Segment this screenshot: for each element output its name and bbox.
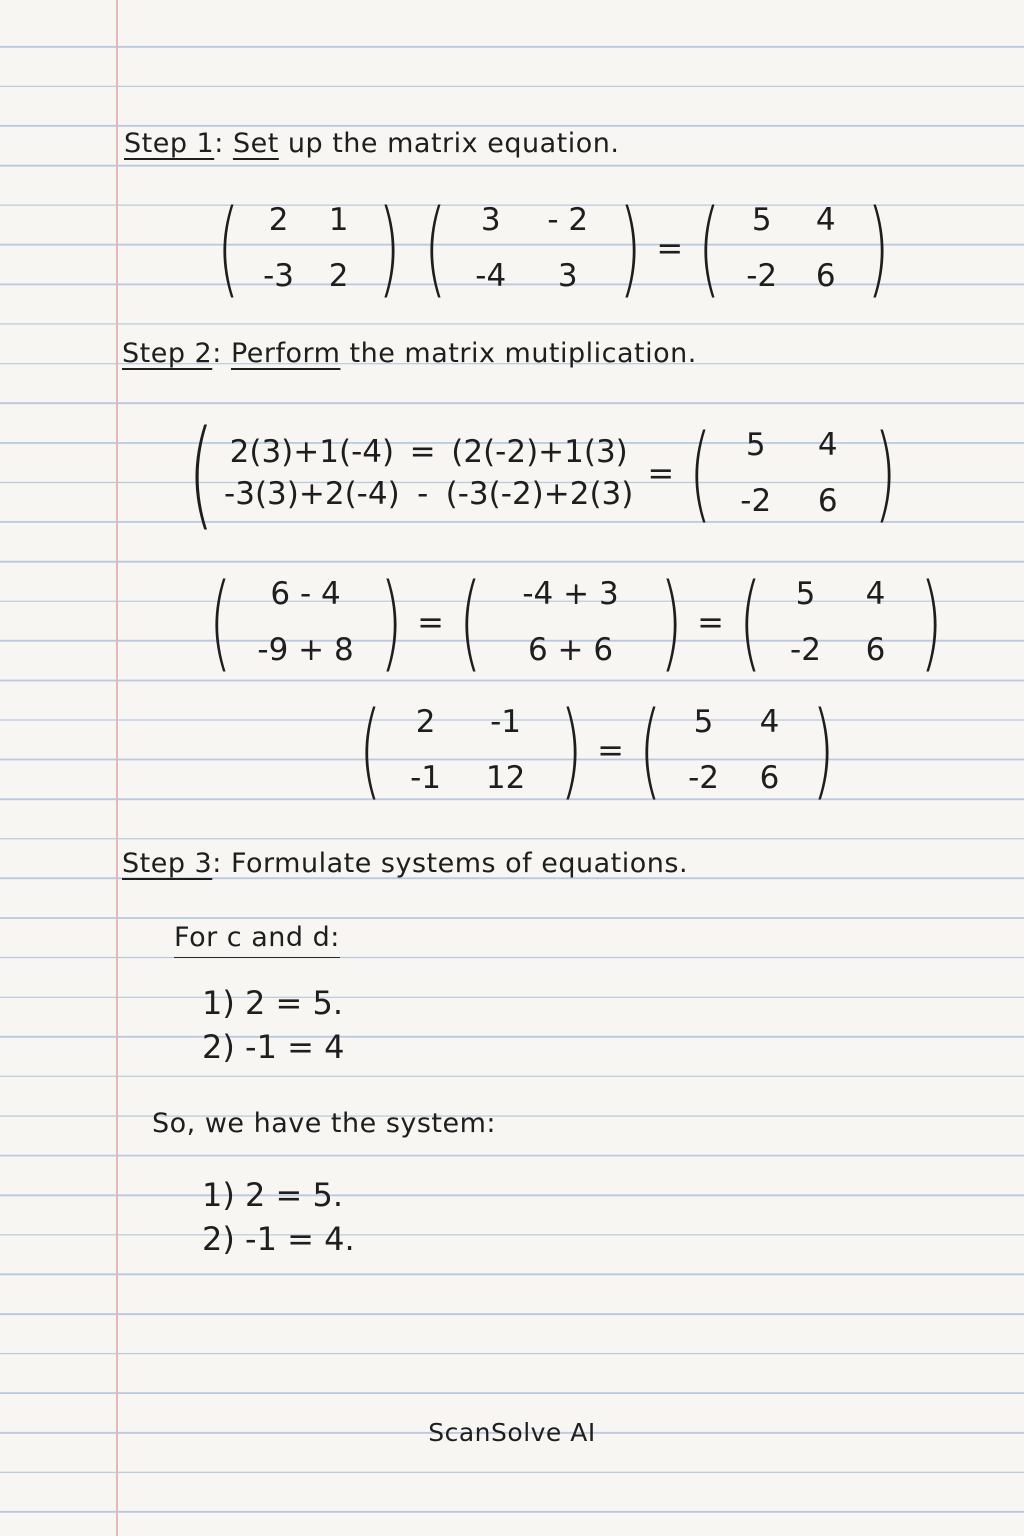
- equals-sign: =: [409, 434, 436, 470]
- expression-row: 2(3)+1(-4): [229, 434, 395, 470]
- system-2-equation-1: 1) 2 = 5.: [202, 1176, 344, 1214]
- matrix-cell: -2: [688, 760, 719, 796]
- expanded-right-column: [446, 434, 634, 512]
- margin-line: [116, 0, 118, 1536]
- variable-d: d: [312, 922, 331, 953]
- step1-colon: :: [214, 128, 224, 159]
- matrix-cell: 4: [759, 704, 780, 740]
- step2-colon: :: [212, 338, 222, 369]
- matrix-b: ( 3 - 2 -4 3 ): [424, 187, 642, 309]
- matrix-a: ( 2 1 -3 2 ): [217, 187, 401, 309]
- matrix-cell: 1: [328, 202, 349, 238]
- matrix-cell: 6: [817, 483, 838, 519]
- matrix-cell: 6: [759, 760, 780, 796]
- matrix-cell: 4: [817, 427, 838, 463]
- system-1-equation-1: 1) 2 = 5.: [202, 984, 344, 1022]
- variable-c: c: [226, 922, 243, 953]
- step2-text: the matrix mutiplication.: [349, 338, 697, 369]
- colon: :: [330, 922, 340, 953]
- equals-sign: =: [597, 731, 624, 769]
- matrix-cell: 2: [268, 202, 289, 238]
- matrix-cell: 6 + 6: [527, 632, 614, 668]
- matrix-cell: 4: [865, 576, 886, 612]
- matrix-cell: - 2: [547, 202, 589, 238]
- expression-row: -3(3)+2(-4): [224, 476, 400, 512]
- expression-row: (-3(-2)+2(3): [445, 476, 634, 512]
- matrix-sum-2: ( -4 + 3 6 + 6 ): [459, 561, 682, 683]
- matrix-cell: 5: [795, 576, 816, 612]
- system-2-equation-2: 2) -1 = 4.: [202, 1220, 355, 1258]
- step2-label: Step 2: [122, 338, 213, 369]
- matrix-result: ( 5 4 -2 6 ): [739, 561, 942, 683]
- matrix-cell: -4 + 3: [522, 576, 619, 612]
- footer-brand: ScanSolve AI: [428, 1418, 596, 1447]
- matrix-cell: -1: [410, 760, 442, 796]
- step2-heading: [122, 338, 697, 369]
- matrix-product: ( 2 -1 -1 12 ): [359, 689, 583, 811]
- step3-label: Step 3: [122, 848, 213, 879]
- matrix-cell: -2: [790, 632, 821, 668]
- matrix-cell: -2: [740, 483, 772, 519]
- matrix-cell: 5: [693, 704, 714, 740]
- equals-sign: =: [656, 229, 684, 267]
- system-1-equation-2: 2) -1 = 4: [202, 1028, 345, 1066]
- matrix-cell: 3: [557, 258, 578, 294]
- for-word: For: [174, 922, 218, 953]
- matrix-cell: -2: [746, 258, 778, 294]
- matrix-cell: 6: [865, 632, 886, 668]
- matrix-equation-3: [200, 561, 951, 683]
- step3-heading: [122, 848, 688, 879]
- matrix-equation-1: [208, 187, 898, 309]
- matrix-sum-1: ( 6 - 4 -9 + 8 ): [209, 561, 403, 683]
- minus-sign: -: [417, 476, 429, 512]
- expression-row: (2(-2)+1(3): [451, 434, 628, 470]
- matrix-result: ( 5 4 -2 6 ): [698, 187, 890, 309]
- step3-colon: :: [212, 848, 222, 879]
- matrix-cell: 12: [485, 760, 526, 796]
- step3-text: Formulate systems of equations.: [230, 848, 689, 879]
- equals-sign: =: [647, 454, 675, 492]
- matrix-cell: -4: [475, 258, 507, 294]
- matrix-cell: 5: [751, 202, 772, 238]
- matrix-result: ( 5 4 -2 6 ): [639, 689, 834, 811]
- matrix-cell: 2: [415, 704, 436, 740]
- matrix-cell: 6: [815, 258, 836, 294]
- matrix-cell: 6 - 4: [270, 576, 341, 612]
- matrix-cell: -3: [263, 258, 295, 294]
- expanded-left-column: [224, 434, 400, 512]
- system-intro-text: So, we have the system:: [152, 1108, 497, 1139]
- matrix-cell: 3: [480, 202, 501, 238]
- matrix-cell: 2: [328, 258, 349, 294]
- matrix-cell: 4: [815, 202, 836, 238]
- step1-text: up the matrix equation.: [287, 128, 620, 159]
- equals-sign: =: [697, 603, 724, 641]
- matrix-equation-4: [350, 689, 843, 811]
- equals-sign: =: [417, 603, 444, 641]
- step1-lead-word: Set: [232, 128, 279, 159]
- matrix-equation-2: ( 2(3)+1(-4) -3(3)+2(-4) = - (2(-2)+1(3) (-3(-2)+2(3) = ( 5 4 -2 6 ): [178, 414, 905, 532]
- step2-lead-word: Perform: [230, 338, 341, 369]
- matrix-result: ( 5 4 -2 6 ): [689, 412, 897, 534]
- for-c-and-d-label: [174, 922, 340, 958]
- matrix-cell: -9 + 8: [257, 632, 354, 668]
- step1-label: Step 1: [124, 128, 215, 159]
- matrix-cell: -1: [490, 704, 522, 740]
- step1-heading: [124, 128, 619, 159]
- operator-column: [400, 434, 446, 512]
- and-word: and: [251, 922, 304, 953]
- matrix-cell: 5: [745, 427, 766, 463]
